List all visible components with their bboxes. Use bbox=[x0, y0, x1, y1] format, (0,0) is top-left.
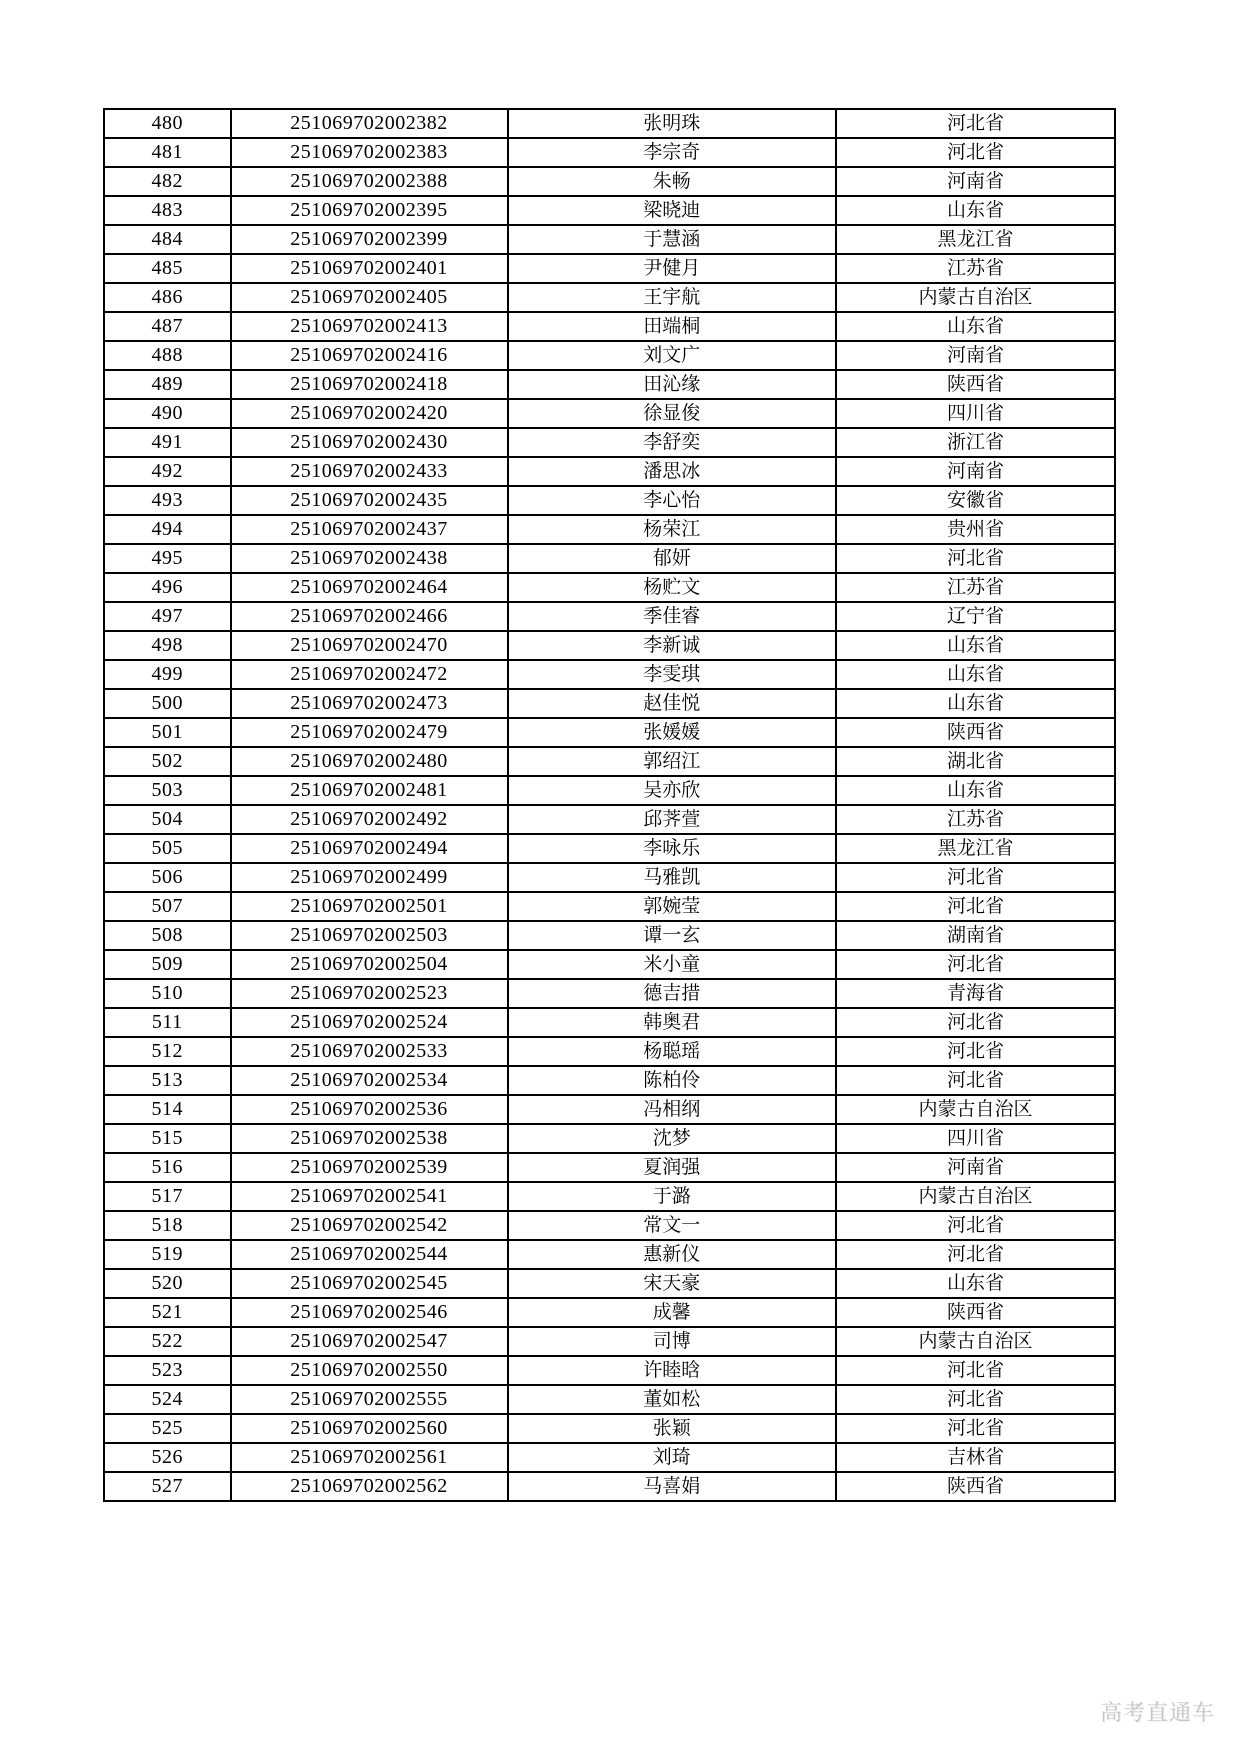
table-row bbox=[104, 1414, 1115, 1443]
province-cell: 江苏省 bbox=[836, 573, 1115, 602]
row-index-cell: 505 bbox=[104, 834, 231, 863]
row-index-cell: 487 bbox=[104, 312, 231, 341]
province-cell: 河南省 bbox=[836, 457, 1115, 486]
table-row bbox=[104, 1385, 1115, 1414]
candidate-id-cell: 251069702002536 bbox=[231, 1095, 508, 1124]
candidate-id-cell: 251069702002547 bbox=[231, 1327, 508, 1356]
row-index-cell: 518 bbox=[104, 1211, 231, 1240]
candidate-id-cell: 251069702002405 bbox=[231, 283, 508, 312]
table-row bbox=[104, 544, 1115, 573]
row-index-cell: 508 bbox=[104, 921, 231, 950]
table-row bbox=[104, 341, 1115, 370]
row-index-cell: 503 bbox=[104, 776, 231, 805]
row-index-cell: 489 bbox=[104, 370, 231, 399]
candidate-id-cell: 251069702002480 bbox=[231, 747, 508, 776]
candidate-id-cell: 251069702002534 bbox=[231, 1066, 508, 1095]
table-row bbox=[104, 892, 1115, 921]
name-cell: 成馨 bbox=[508, 1298, 836, 1327]
table-row bbox=[104, 1240, 1115, 1269]
candidate-id-cell: 251069702002466 bbox=[231, 602, 508, 631]
name-cell: 谭一玄 bbox=[508, 921, 836, 950]
row-index-cell: 519 bbox=[104, 1240, 231, 1269]
table-row bbox=[104, 602, 1115, 631]
candidate-id-cell: 251069702002472 bbox=[231, 660, 508, 689]
province-cell: 辽宁省 bbox=[836, 602, 1115, 631]
name-cell: 吴亦欣 bbox=[508, 776, 836, 805]
row-index-cell: 521 bbox=[104, 1298, 231, 1327]
table-row bbox=[104, 1124, 1115, 1153]
name-cell: 司博 bbox=[508, 1327, 836, 1356]
name-cell: 马喜娟 bbox=[508, 1472, 836, 1501]
table-row bbox=[104, 109, 1115, 138]
province-cell: 陕西省 bbox=[836, 718, 1115, 747]
name-cell: 邱荠萱 bbox=[508, 805, 836, 834]
table-row bbox=[104, 776, 1115, 805]
candidate-id-cell: 251069702002433 bbox=[231, 457, 508, 486]
name-cell: 马雅凯 bbox=[508, 863, 836, 892]
row-index-cell: 506 bbox=[104, 863, 231, 892]
table-row bbox=[104, 1066, 1115, 1095]
row-index-cell: 480 bbox=[104, 109, 231, 138]
table-row bbox=[104, 950, 1115, 979]
name-cell: 杨贮文 bbox=[508, 573, 836, 602]
name-cell: 夏润强 bbox=[508, 1153, 836, 1182]
table-row bbox=[104, 225, 1115, 254]
row-index-cell: 514 bbox=[104, 1095, 231, 1124]
candidate-id-cell: 251069702002541 bbox=[231, 1182, 508, 1211]
roster-table bbox=[103, 108, 1116, 1502]
table-row bbox=[104, 1037, 1115, 1066]
row-index-cell: 498 bbox=[104, 631, 231, 660]
name-cell: 李新诚 bbox=[508, 631, 836, 660]
row-index-cell: 504 bbox=[104, 805, 231, 834]
candidate-id-cell: 251069702002494 bbox=[231, 834, 508, 863]
name-cell: 许睦晗 bbox=[508, 1356, 836, 1385]
row-index-cell: 491 bbox=[104, 428, 231, 457]
name-cell: 董如松 bbox=[508, 1385, 836, 1414]
row-index-cell: 510 bbox=[104, 979, 231, 1008]
province-cell: 贵州省 bbox=[836, 515, 1115, 544]
name-cell: 田沁缘 bbox=[508, 370, 836, 399]
table-row bbox=[104, 1472, 1115, 1501]
name-cell: 张媛媛 bbox=[508, 718, 836, 747]
province-cell: 山东省 bbox=[836, 1269, 1115, 1298]
table-row bbox=[104, 834, 1115, 863]
province-cell: 内蒙古自治区 bbox=[836, 1095, 1115, 1124]
name-cell: 郁妍 bbox=[508, 544, 836, 573]
candidate-id-cell: 251069702002545 bbox=[231, 1269, 508, 1298]
name-cell: 沈梦 bbox=[508, 1124, 836, 1153]
province-cell: 山东省 bbox=[836, 312, 1115, 341]
row-index-cell: 482 bbox=[104, 167, 231, 196]
table-row bbox=[104, 1211, 1115, 1240]
table-row bbox=[104, 863, 1115, 892]
row-index-cell: 526 bbox=[104, 1443, 231, 1472]
province-cell: 河北省 bbox=[836, 1414, 1115, 1443]
province-cell: 湖南省 bbox=[836, 921, 1115, 950]
name-cell: 于潞 bbox=[508, 1182, 836, 1211]
name-cell: 德吉措 bbox=[508, 979, 836, 1008]
candidate-id-cell: 251069702002473 bbox=[231, 689, 508, 718]
name-cell: 朱畅 bbox=[508, 167, 836, 196]
province-cell: 山东省 bbox=[836, 660, 1115, 689]
table-row bbox=[104, 1443, 1115, 1472]
candidate-id-cell: 251069702002492 bbox=[231, 805, 508, 834]
name-cell: 李舒奕 bbox=[508, 428, 836, 457]
candidate-id-cell: 251069702002382 bbox=[231, 109, 508, 138]
row-index-cell: 515 bbox=[104, 1124, 231, 1153]
candidate-id-cell: 251069702002555 bbox=[231, 1385, 508, 1414]
candidate-id-cell: 251069702002561 bbox=[231, 1443, 508, 1472]
row-index-cell: 497 bbox=[104, 602, 231, 631]
candidate-id-cell: 251069702002416 bbox=[231, 341, 508, 370]
table-row bbox=[104, 921, 1115, 950]
table-row bbox=[104, 370, 1115, 399]
table-row bbox=[104, 1153, 1115, 1182]
province-cell: 河北省 bbox=[836, 1211, 1115, 1240]
name-cell: 王宇航 bbox=[508, 283, 836, 312]
candidate-id-cell: 251069702002560 bbox=[231, 1414, 508, 1443]
province-cell: 河北省 bbox=[836, 1037, 1115, 1066]
table-row bbox=[104, 399, 1115, 428]
table-row bbox=[104, 979, 1115, 1008]
candidate-id-cell: 251069702002399 bbox=[231, 225, 508, 254]
candidate-id-cell: 251069702002388 bbox=[231, 167, 508, 196]
province-cell: 陕西省 bbox=[836, 1298, 1115, 1327]
candidate-id-cell: 251069702002464 bbox=[231, 573, 508, 602]
table-row bbox=[104, 1095, 1115, 1124]
province-cell: 河南省 bbox=[836, 341, 1115, 370]
province-cell: 吉林省 bbox=[836, 1443, 1115, 1472]
candidate-id-cell: 251069702002533 bbox=[231, 1037, 508, 1066]
name-cell: 季佳睿 bbox=[508, 602, 836, 631]
candidate-id-cell: 251069702002395 bbox=[231, 196, 508, 225]
province-cell: 青海省 bbox=[836, 979, 1115, 1008]
province-cell: 河北省 bbox=[836, 109, 1115, 138]
row-index-cell: 493 bbox=[104, 486, 231, 515]
table-row bbox=[104, 457, 1115, 486]
candidate-id-cell: 251069702002479 bbox=[231, 718, 508, 747]
row-index-cell: 525 bbox=[104, 1414, 231, 1443]
row-index-cell: 502 bbox=[104, 747, 231, 776]
candidate-id-cell: 251069702002542 bbox=[231, 1211, 508, 1240]
province-cell: 内蒙古自治区 bbox=[836, 283, 1115, 312]
row-index-cell: 511 bbox=[104, 1008, 231, 1037]
name-cell: 惠新仪 bbox=[508, 1240, 836, 1269]
row-index-cell: 494 bbox=[104, 515, 231, 544]
candidate-id-cell: 251069702002418 bbox=[231, 370, 508, 399]
province-cell: 江苏省 bbox=[836, 254, 1115, 283]
row-index-cell: 500 bbox=[104, 689, 231, 718]
table-row bbox=[104, 515, 1115, 544]
row-index-cell: 484 bbox=[104, 225, 231, 254]
candidate-id-cell: 251069702002430 bbox=[231, 428, 508, 457]
name-cell: 张颖 bbox=[508, 1414, 836, 1443]
province-cell: 陕西省 bbox=[836, 370, 1115, 399]
row-index-cell: 520 bbox=[104, 1269, 231, 1298]
province-cell: 山东省 bbox=[836, 631, 1115, 660]
row-index-cell: 509 bbox=[104, 950, 231, 979]
candidate-id-cell: 251069702002503 bbox=[231, 921, 508, 950]
province-cell: 河北省 bbox=[836, 1008, 1115, 1037]
row-index-cell: 512 bbox=[104, 1037, 231, 1066]
name-cell: 张明珠 bbox=[508, 109, 836, 138]
province-cell: 内蒙古自治区 bbox=[836, 1182, 1115, 1211]
name-cell: 杨荣江 bbox=[508, 515, 836, 544]
province-cell: 河北省 bbox=[836, 1066, 1115, 1095]
row-index-cell: 499 bbox=[104, 660, 231, 689]
row-index-cell: 496 bbox=[104, 573, 231, 602]
name-cell: 李宗奇 bbox=[508, 138, 836, 167]
name-cell: 于慧涵 bbox=[508, 225, 836, 254]
table-row bbox=[104, 1356, 1115, 1385]
province-cell: 河北省 bbox=[836, 950, 1115, 979]
table-row bbox=[104, 660, 1115, 689]
row-index-cell: 483 bbox=[104, 196, 231, 225]
candidate-id-cell: 251069702002501 bbox=[231, 892, 508, 921]
candidate-id-cell: 251069702002523 bbox=[231, 979, 508, 1008]
province-cell: 黑龙江省 bbox=[836, 225, 1115, 254]
name-cell: 李雯琪 bbox=[508, 660, 836, 689]
table-row bbox=[104, 167, 1115, 196]
name-cell: 杨聪瑶 bbox=[508, 1037, 836, 1066]
table-row bbox=[104, 428, 1115, 457]
name-cell: 赵佳悦 bbox=[508, 689, 836, 718]
row-index-cell: 486 bbox=[104, 283, 231, 312]
row-index-cell: 522 bbox=[104, 1327, 231, 1356]
candidate-id-cell: 251069702002524 bbox=[231, 1008, 508, 1037]
row-index-cell: 523 bbox=[104, 1356, 231, 1385]
table-row bbox=[104, 254, 1115, 283]
province-cell: 安徽省 bbox=[836, 486, 1115, 515]
table-row bbox=[104, 1327, 1115, 1356]
table-row bbox=[104, 718, 1115, 747]
candidate-id-cell: 251069702002544 bbox=[231, 1240, 508, 1269]
table-row bbox=[104, 805, 1115, 834]
row-index-cell: 501 bbox=[104, 718, 231, 747]
name-cell: 常文一 bbox=[508, 1211, 836, 1240]
candidate-id-cell: 251069702002438 bbox=[231, 544, 508, 573]
province-cell: 河北省 bbox=[836, 1385, 1115, 1414]
province-cell: 河北省 bbox=[836, 1240, 1115, 1269]
candidate-id-cell: 251069702002435 bbox=[231, 486, 508, 515]
candidate-id-cell: 251069702002481 bbox=[231, 776, 508, 805]
table-row bbox=[104, 138, 1115, 167]
province-cell: 河南省 bbox=[836, 167, 1115, 196]
province-cell: 河北省 bbox=[836, 544, 1115, 573]
table-row bbox=[104, 1269, 1115, 1298]
table-row bbox=[104, 196, 1115, 225]
name-cell: 冯相纲 bbox=[508, 1095, 836, 1124]
province-cell: 河北省 bbox=[836, 138, 1115, 167]
row-index-cell: 517 bbox=[104, 1182, 231, 1211]
row-index-cell: 490 bbox=[104, 399, 231, 428]
province-cell: 山东省 bbox=[836, 776, 1115, 805]
province-cell: 浙江省 bbox=[836, 428, 1115, 457]
row-index-cell: 516 bbox=[104, 1153, 231, 1182]
row-index-cell: 495 bbox=[104, 544, 231, 573]
name-cell: 李咏乐 bbox=[508, 834, 836, 863]
table-row bbox=[104, 689, 1115, 718]
table-row bbox=[104, 486, 1115, 515]
candidate-id-cell: 251069702002539 bbox=[231, 1153, 508, 1182]
candidate-id-cell: 251069702002413 bbox=[231, 312, 508, 341]
candidate-id-cell: 251069702002550 bbox=[231, 1356, 508, 1385]
candidate-id-cell: 251069702002420 bbox=[231, 399, 508, 428]
table-row bbox=[104, 747, 1115, 776]
province-cell: 内蒙古自治区 bbox=[836, 1327, 1115, 1356]
province-cell: 四川省 bbox=[836, 399, 1115, 428]
table-row bbox=[104, 1008, 1115, 1037]
row-index-cell: 513 bbox=[104, 1066, 231, 1095]
province-cell: 山东省 bbox=[836, 196, 1115, 225]
candidate-id-cell: 251069702002562 bbox=[231, 1472, 508, 1501]
row-index-cell: 524 bbox=[104, 1385, 231, 1414]
name-cell: 田端桐 bbox=[508, 312, 836, 341]
name-cell: 韩奥君 bbox=[508, 1008, 836, 1037]
name-cell: 刘琦 bbox=[508, 1443, 836, 1472]
province-cell: 四川省 bbox=[836, 1124, 1115, 1153]
row-index-cell: 481 bbox=[104, 138, 231, 167]
candidate-id-cell: 251069702002499 bbox=[231, 863, 508, 892]
province-cell: 河北省 bbox=[836, 892, 1115, 921]
name-cell: 米小童 bbox=[508, 950, 836, 979]
candidate-id-cell: 251069702002538 bbox=[231, 1124, 508, 1153]
table-row bbox=[104, 1298, 1115, 1327]
province-cell: 河北省 bbox=[836, 1356, 1115, 1385]
name-cell: 宋天豪 bbox=[508, 1269, 836, 1298]
candidate-id-cell: 251069702002470 bbox=[231, 631, 508, 660]
province-cell: 黑龙江省 bbox=[836, 834, 1115, 863]
candidate-id-cell: 251069702002504 bbox=[231, 950, 508, 979]
name-cell: 郭婉莹 bbox=[508, 892, 836, 921]
watermark-text: 高考直通车 bbox=[1100, 1700, 1216, 1725]
table-row bbox=[104, 283, 1115, 312]
name-cell: 徐显俊 bbox=[508, 399, 836, 428]
province-cell: 山东省 bbox=[836, 689, 1115, 718]
candidate-table-body bbox=[104, 109, 1115, 1501]
candidate-roster-table bbox=[103, 108, 1116, 1502]
province-cell: 河北省 bbox=[836, 863, 1115, 892]
name-cell: 梁晓迪 bbox=[508, 196, 836, 225]
name-cell: 刘文广 bbox=[508, 341, 836, 370]
candidate-id-cell: 251069702002383 bbox=[231, 138, 508, 167]
province-cell: 陕西省 bbox=[836, 1472, 1115, 1501]
name-cell: 潘思冰 bbox=[508, 457, 836, 486]
province-cell: 江苏省 bbox=[836, 805, 1115, 834]
row-index-cell: 507 bbox=[104, 892, 231, 921]
table-row bbox=[104, 573, 1115, 602]
name-cell: 郭绍江 bbox=[508, 747, 836, 776]
row-index-cell: 527 bbox=[104, 1472, 231, 1501]
table-row bbox=[104, 312, 1115, 341]
row-index-cell: 485 bbox=[104, 254, 231, 283]
candidate-id-cell: 251069702002546 bbox=[231, 1298, 508, 1327]
table-row bbox=[104, 1182, 1115, 1211]
row-index-cell: 492 bbox=[104, 457, 231, 486]
name-cell: 陈柏伶 bbox=[508, 1066, 836, 1095]
province-cell: 河南省 bbox=[836, 1153, 1115, 1182]
name-cell: 李心怡 bbox=[508, 486, 836, 515]
province-cell: 湖北省 bbox=[836, 747, 1115, 776]
candidate-id-cell: 251069702002401 bbox=[231, 254, 508, 283]
table-row bbox=[104, 631, 1115, 660]
name-cell: 尹健月 bbox=[508, 254, 836, 283]
candidate-id-cell: 251069702002437 bbox=[231, 515, 508, 544]
row-index-cell: 488 bbox=[104, 341, 231, 370]
